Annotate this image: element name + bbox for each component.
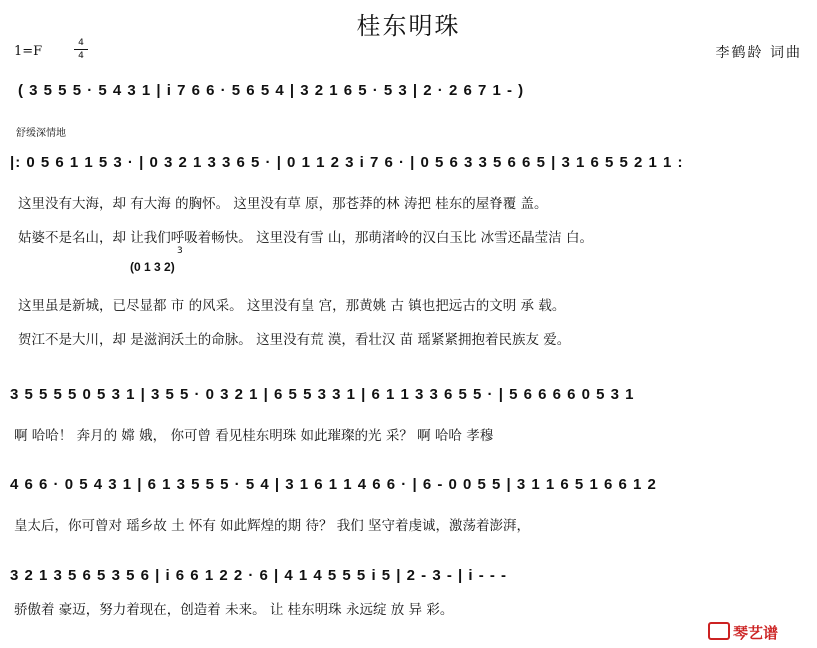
song-title: 桂东明珠 (356, 12, 461, 40)
row-3-notes: 3 5 5 5 5 0 5 3 1 | 3 5 5 · 0 3 2 1 | 6 5 5 3 3 1 | 6 1 1 3 3 6 5 5 · | 5 6 6 6 6 0 5 3 1 (10, 386, 635, 403)
logo-icon (708, 622, 730, 640)
intro-notes: ( 3 5 5 5 · 5 4 3 1 | i 7 6 6 · 5 6 5 4 | 3 2 1 6 5 · 5 3 | 2 · 2 6 7 1 - ) (18, 82, 525, 99)
row-5-notes: 3 2 1 3 5 6 5 3 5 6 | i 6 6 1 2 2 · 6 | 4 1 4 5 5 5 i 5 | 2 - 3 - | i - - - (10, 567, 508, 584)
key-signature: 1=F (14, 44, 43, 59)
row-2-lyric-verse-3: 这里虽是新城，已尽显都 市 的风采。 这里没有皇 宫，那黄姚 古 镇也把远古的文明 承 载。 (18, 298, 566, 314)
row-4-lyric: 皇太后，你可曾对 瑶乡故 土 怀有 如此辉煌的期 待？ 我们 坚守着虔诚，激荡着澎湃， (14, 518, 531, 534)
row-1-notes: |: 0 5 6 1 1 5 3 · | 0 3 2 1 3 3 6 5 · | 0 1 1 2 3 i 7 6 · | 0 5 6 3 3 5 6 6 5 | 3 1 6 5 5 2 1 1 : (10, 154, 684, 171)
author-credit: 李鹤龄 词曲 (715, 45, 802, 61)
row-2-lyric-verse-4: 贺江不是大川，却 是滋润沃土的命脉。 这里没有荒 漠，看壮汉 苗 瑶紧紧拥抱着民族友 爱。 (18, 332, 571, 348)
grace-notes: (0 1 3 2) (130, 260, 175, 274)
watermark-text: 琴艺谱 (733, 624, 779, 642)
tempo-marking: 舒缓深情地 (16, 128, 66, 139)
watermark-logo (708, 622, 778, 643)
row-5-lyric: 骄傲着 豪迈，努力着现在，创造着 未来。 让 桂东明珠 永远绽 放 异 彩。 (14, 602, 454, 618)
row-1-lyric-verse-1: 这里没有大海，却 有大海 的胸怀。 这里没有草 原，那苍莽的林 涛把 桂东的屋脊覆 盖。 (18, 196, 548, 212)
time-signature-bottom: 4 (78, 51, 84, 61)
time-signature-top: 4 (78, 38, 84, 48)
grace-tuplet-number: 3 (177, 246, 183, 256)
row-3-lyric: 啊 哈哈！ 奔月的 嫦 娥， 你可曾 看见桂东明珠 如此璀璨的光 采？ 啊 哈哈 孝穆 (14, 428, 494, 444)
row-4-notes: 4 6 6 · 0 5 4 3 1 | 6 1 3 5 5 5 · 5 4 | 3 1 6 1 1 4 6 6 · | 6 - 0 0 5 5 | 3 1 1 6 5 1 6 6 1 2 (10, 476, 657, 493)
row-1-lyric-verse-2: 姑婆不是名山，却 让我们呼吸着畅快。 这里没有雪 山，那萌渚岭的汉白玉比 冰雪还晶莹洁 白。 (18, 230, 593, 246)
